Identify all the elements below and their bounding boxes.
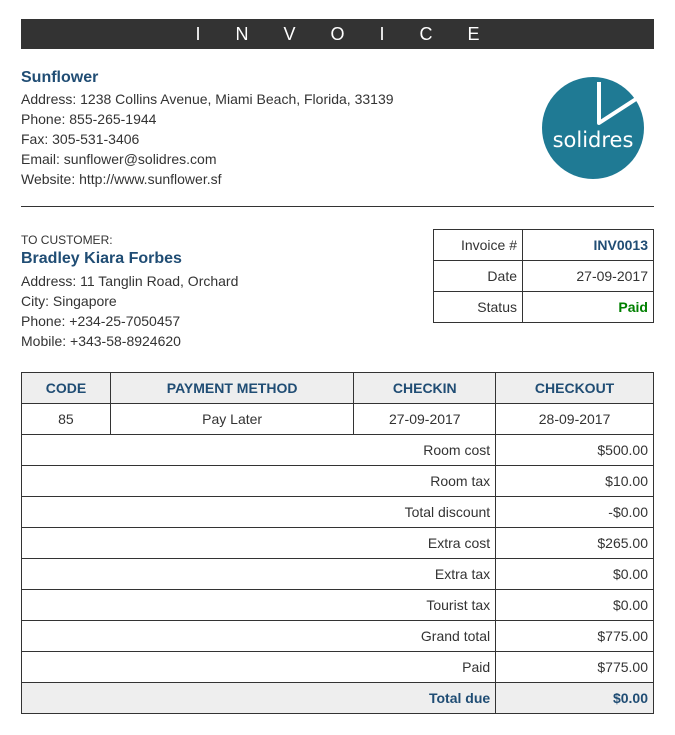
invoice-date-row: [434, 261, 654, 292]
items-header-row: [22, 373, 654, 404]
hotel-email: Email: sunflower@solidres.com: [21, 151, 217, 167]
customer-mobile: Mobile: +343-58-8924620: [21, 333, 181, 349]
extra-tax-row: [22, 559, 654, 590]
extra-cost-row: [22, 528, 654, 559]
header-checkin: CHECKIN: [354, 373, 496, 404]
extra-tax-value: $0.00: [496, 559, 654, 590]
customer-label: TO CUSTOMER:: [21, 233, 113, 247]
hotel-website: Website: http://www.sunflower.sf: [21, 171, 222, 187]
hotel-phone: Phone: 855-265-1944: [21, 111, 157, 127]
row-checkout: 28-09-2017: [496, 404, 654, 435]
invoice-status-row: [434, 292, 654, 323]
paid-value: $775.00: [496, 652, 654, 683]
tourist-tax-value: $0.00: [496, 590, 654, 621]
room-cost-label: Room cost: [22, 435, 496, 466]
total-due-label: Total due: [22, 683, 496, 714]
header-code: CODE: [22, 373, 111, 404]
header-payment-method: PAYMENT METHOD: [110, 373, 354, 404]
invoice-meta-table: [433, 229, 654, 323]
hotel-fax: Fax: 305-531-3406: [21, 131, 140, 147]
total-due-row: [22, 683, 654, 714]
total-due-value: $0.00: [496, 683, 654, 714]
room-cost-row: [22, 435, 654, 466]
invoice-number: INV0013: [523, 230, 654, 261]
row-checkin: 27-09-2017: [354, 404, 496, 435]
extra-cost-value: $265.00: [496, 528, 654, 559]
status-badge: Paid: [523, 292, 654, 323]
extra-tax-label: Extra tax: [22, 559, 496, 590]
grand-total-value: $775.00: [496, 621, 654, 652]
invoice-date: 27-09-2017: [523, 261, 654, 292]
total-discount-row: [22, 497, 654, 528]
invoice-number-row: [434, 230, 654, 261]
invoice-status-label: Status: [434, 292, 523, 323]
room-tax-row: [22, 466, 654, 497]
grand-total-row: [22, 621, 654, 652]
customer-address: Address: 11 Tanglin Road, Orchard: [21, 273, 239, 289]
hotel-address: Address: 1238 Collins Avenue, Miami Beach, Florida, 33139: [21, 91, 394, 107]
hotel-info: [21, 68, 501, 189]
customer-city: City: Singapore: [21, 293, 117, 309]
total-discount-value: -$0.00: [496, 497, 654, 528]
invoice-date-label: Date: [434, 261, 523, 292]
row-code: 85: [22, 404, 111, 435]
hotel-name: Sunflower: [21, 69, 99, 86]
room-cost-value: $500.00: [496, 435, 654, 466]
invoice-number-label: Invoice #: [434, 230, 523, 261]
table-row: [22, 404, 654, 435]
items-table: [21, 372, 654, 714]
room-tax-label: Room tax: [22, 466, 496, 497]
customer-name: Bradley Kiara Forbes: [21, 250, 182, 267]
logo-text: solidres: [552, 128, 634, 152]
row-payment-method: Pay Later: [110, 404, 354, 435]
paid-label: Paid: [22, 652, 496, 683]
customer-phone: Phone: +234-25-7050457: [21, 313, 181, 329]
solidres-logo: [542, 77, 644, 179]
divider: [21, 206, 654, 207]
invoice-title: I N V O I C E: [195, 24, 495, 44]
room-tax-value: $10.00: [496, 466, 654, 497]
total-discount-label: Total discount: [22, 497, 496, 528]
tourist-tax-label: Tourist tax: [22, 590, 496, 621]
extra-cost-label: Extra cost: [22, 528, 496, 559]
tourist-tax-row: [22, 590, 654, 621]
paid-row: [22, 652, 654, 683]
header-checkout: CHECKOUT: [496, 373, 654, 404]
grand-total-label: Grand total: [22, 621, 496, 652]
customer-info: [21, 232, 421, 351]
invoice-banner: [21, 19, 654, 49]
